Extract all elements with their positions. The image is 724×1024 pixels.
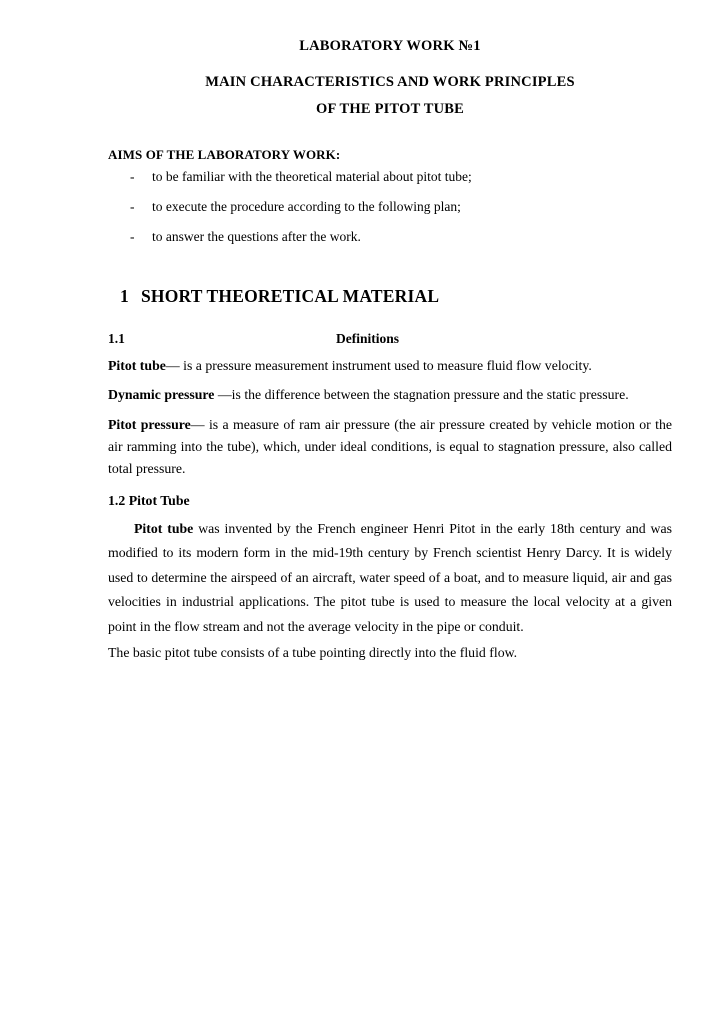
document-subtitle-line-2: OF THE PITOT TUBE — [315, 100, 465, 117]
list-item-label: to be familiar with the theoretical material about pitot tube; — [152, 169, 472, 185]
definition-term: Pitot tube — [108, 358, 166, 374]
section-heading — [108, 286, 672, 307]
aims-list — [108, 167, 672, 248]
page-title: LABORATORY WORK №1 — [299, 38, 481, 54]
list-bullet-dash: - — [130, 229, 135, 245]
definition-term: Pitot pressure — [108, 416, 191, 432]
paragraph-text: was invented by the French engineer Henri Pitot in the early 18th century and was modified to its modern form in the mid-19th century by French scientist Henry Darcy. It is widely used to determine the airspeed of an aircraft, water speed of a boat, and to measure liquid, air and gas velocities in industrial applications. The pitot tube is used to measure the local velocity at a given point in the flow stream and not the average velocity in the pipe or conduit. — [108, 520, 672, 634]
definition-text: — is a pressure measurement instrument used to measure fluid flow velocity. — [165, 358, 592, 374]
list-item — [108, 167, 672, 188]
section-title: SHORT THEORETICAL MATERIAL — [140, 286, 440, 307]
pitot-tube-closing-paragraph: The basic pitot tube consists of a tube pointing directly into the fluid flow. — [108, 645, 518, 661]
subsection-title: Definitions — [336, 331, 400, 347]
definition-pitot-pressure — [108, 414, 672, 481]
definition-text: —is the difference between the stagnation pressure and the static pressure. — [214, 387, 629, 403]
document-subtitle-line-1: MAIN CHARACTERISTICS AND WORK PRINCIPLES — [205, 73, 575, 90]
definition-dynamic-pressure — [108, 384, 672, 406]
list-item-label: to execute the procedure according to the following plan; — [152, 199, 461, 215]
list-item — [108, 227, 672, 248]
section-number: 1 — [120, 286, 129, 307]
subsection-1-2-heading: 1.2 Pitot Tube — [108, 492, 190, 508]
definition-pitot-tube — [108, 355, 672, 377]
list-item — [108, 197, 672, 218]
pitot-tube-paragraph — [108, 517, 672, 640]
list-bullet-dash: - — [130, 169, 135, 185]
list-item-label: to answer the questions after the work. — [152, 229, 361, 245]
subsection-1-1-row: 1.1 Definitions — [108, 331, 400, 347]
list-bullet-dash: - — [130, 199, 135, 215]
aims-heading: AIMS OF THE LABORATORY WORK: — [108, 147, 341, 163]
paragraph-lead-term: Pitot tube — [134, 520, 194, 536]
definition-term: Dynamic pressure — [108, 387, 215, 403]
document-title-block — [108, 36, 672, 120]
definition-text: — is a measure of ram air pressure (the air pressure created by vehicle motion or the air ramming into the tube), which, under ideal conditions, is equal to stagnation pressure, also called total pressure. — [108, 416, 672, 477]
